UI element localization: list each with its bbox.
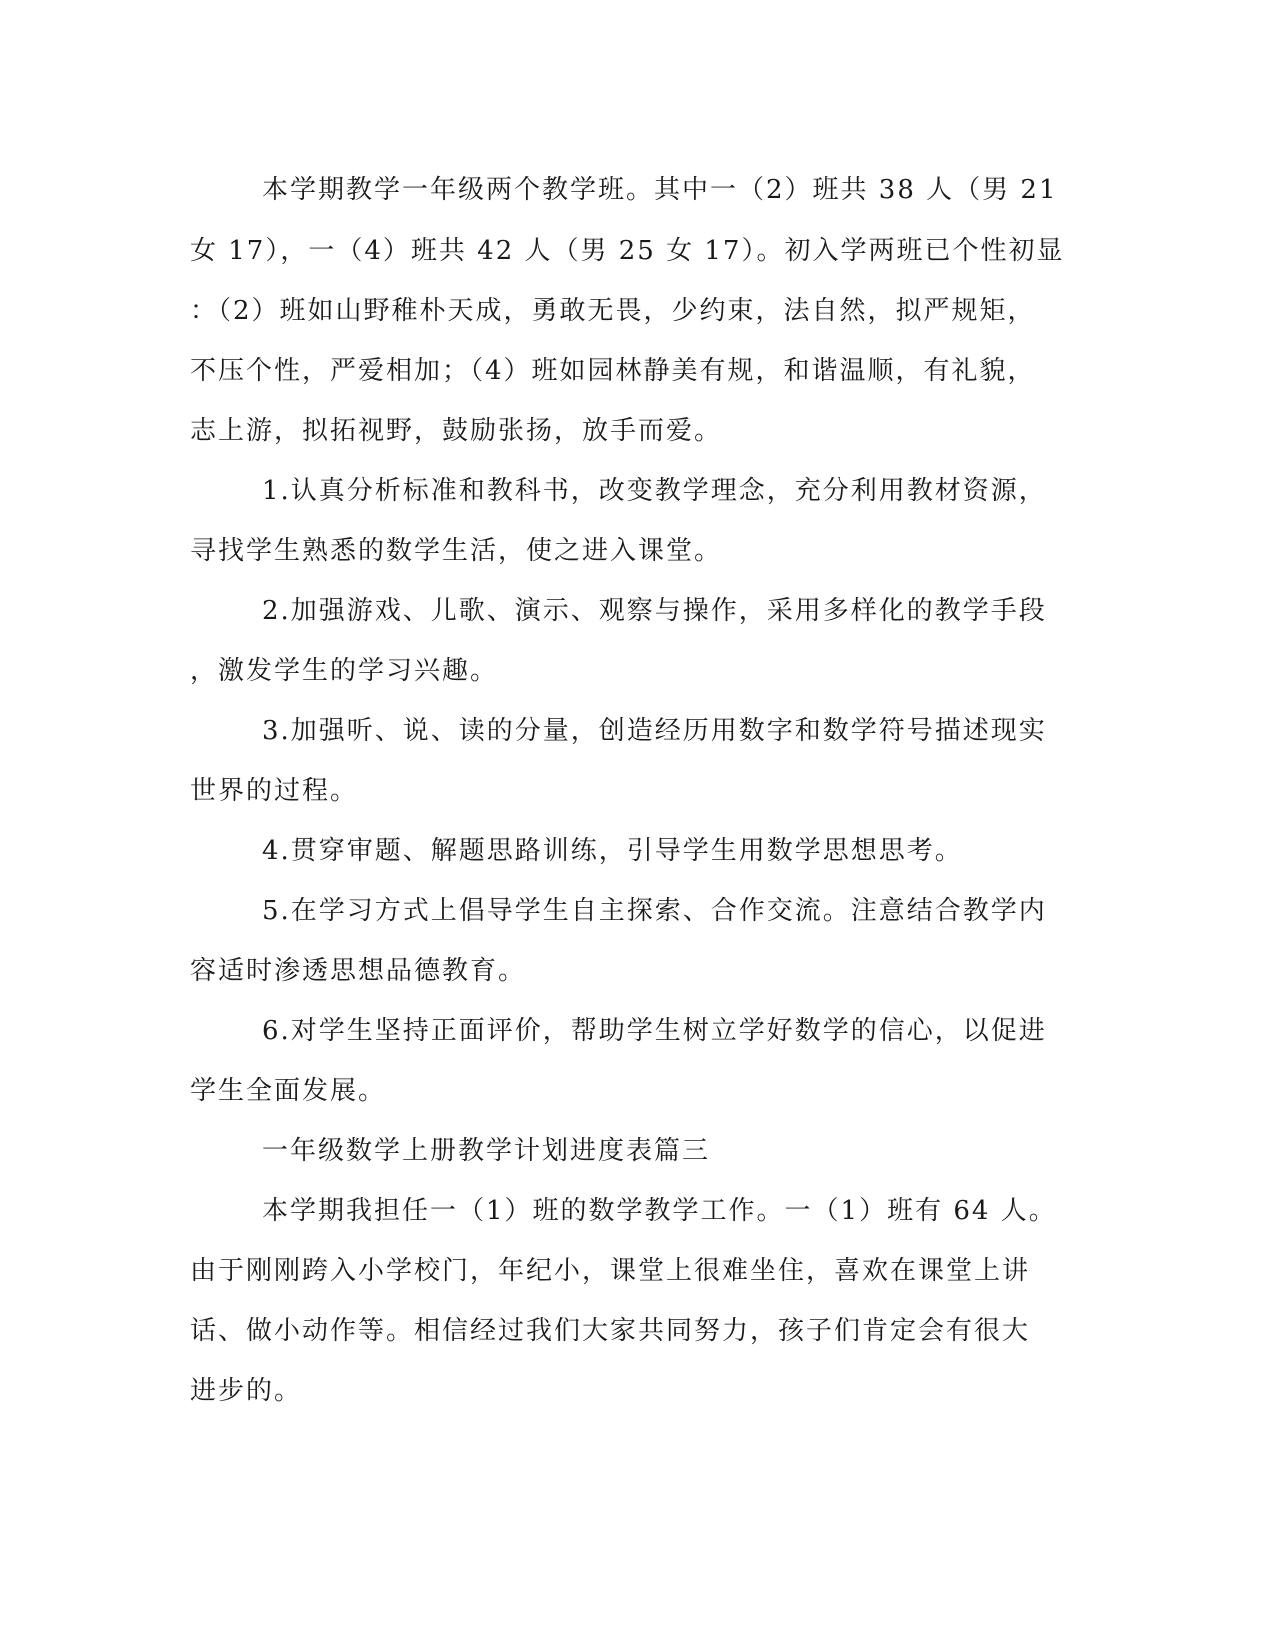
- paragraph-line: 进步的。: [190, 1376, 303, 1406]
- list-item-line: 容适时渗透思想品德教育。: [190, 956, 527, 986]
- paragraph-line: 不压个性，严爱相加；（4）班如园林静美有规，和谐温顺，有礼貌，: [190, 356, 1036, 386]
- list-item-line: 寻找学生熟悉的数学生活，使之进入课堂。: [190, 536, 723, 566]
- paragraph-line: 话、做小动作等。相信经过我们大家共同努力，孩子们肯定会有很大: [190, 1316, 1031, 1346]
- list-item-line: 1.认真分析标准和教科书，改变教学理念，充分利用教材资源，: [262, 476, 1047, 506]
- list-item-line: 6.对学生坚持正面评价，帮助学生树立学好数学的信心，以促进: [262, 1016, 1047, 1046]
- list-item-line: 世界的过程。: [190, 776, 359, 806]
- paragraph-line: 由于刚刚跨入小学校门，年纪小，课堂上很难坐住，喜欢在课堂上讲: [190, 1256, 1031, 1286]
- list-item-line: 3.加强听、说、读的分量，创造经历用数字和数学符号描述现实: [262, 716, 1047, 746]
- list-item-line: 4.贯穿审题、解题思路训练，引导学生用数学思想思考。: [262, 836, 963, 866]
- paragraph-line: 女 17），一（4）班共 42 人（男 25 女 17）。初入学两班已个性初显: [190, 236, 1065, 266]
- list-item-line: 5.在学习方式上倡导学生自主探索、合作交流。注意结合教学内: [262, 896, 1047, 926]
- document-body: [190, 160, 1070, 1421]
- paragraph-line: 志上游，拟拓视野，鼓励张扬，放手而爱。: [190, 416, 723, 446]
- paragraph-line: 本学期教学一年级两个教学班。其中一（2）班共 38 人（男 21: [262, 175, 1058, 205]
- paragraph-line: ：（2）班如山野稚朴天成，勇敢无畏，少约束，法自然，拟严规矩，: [190, 296, 1036, 326]
- list-item-line: ，激发学生的学习兴趣。: [190, 656, 499, 686]
- section-heading: 一年级数学上册教学计划进度表篇三: [262, 1136, 711, 1166]
- list-item-line: 学生全面发展。: [190, 1076, 387, 1106]
- paragraph-line: 本学期我担任一（1）班的数学教学工作。一（1）班有 64 人。: [262, 1196, 1057, 1226]
- list-item-line: 2.加强游戏、儿歌、演示、观察与操作，采用多样化的教学手段: [262, 596, 1047, 626]
